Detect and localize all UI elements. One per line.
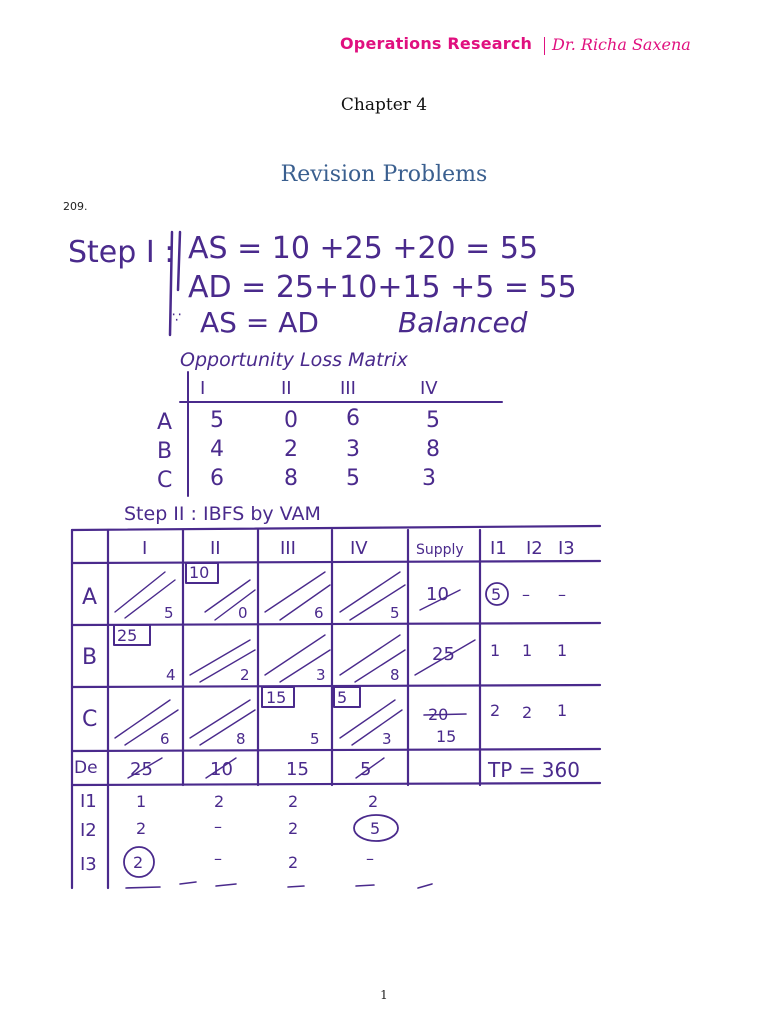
cost-value: 6	[314, 604, 324, 622]
vam-demand-row	[74, 758, 580, 782]
col-penalty: 2	[288, 819, 299, 838]
loss-cell: 8	[284, 466, 298, 491]
cost-value: 6	[160, 730, 170, 748]
loss-cell: 3	[422, 466, 436, 491]
vam-row-label: B	[82, 645, 98, 670]
opp-loss-title: Opportunity Loss Matrix	[180, 349, 408, 371]
balanced-word: Balanced	[398, 306, 528, 339]
supply-strike	[424, 714, 466, 715]
loss-matrix-rows	[157, 406, 440, 493]
vam-supply-header: Supply	[416, 542, 464, 558]
col-penalty: 2	[133, 853, 144, 872]
col-penalty: 2	[214, 792, 225, 811]
col-penalty: 2	[136, 819, 147, 838]
cost-value: 3	[316, 666, 326, 684]
col-penalty: 2	[288, 792, 299, 811]
penalty-header: I3	[558, 538, 575, 559]
allocation-value: 5	[337, 688, 348, 707]
row-penalty: 1	[490, 641, 501, 660]
row-penalty: –	[522, 585, 530, 604]
step1-label: Step I :	[68, 235, 175, 270]
closing-dashes	[126, 882, 432, 888]
demand-value: 15	[286, 759, 309, 780]
column-penalties	[80, 791, 398, 877]
vam-col-header: III	[280, 538, 296, 559]
loss-col-header: II	[281, 378, 292, 399]
vam-row-c	[82, 688, 567, 748]
col-penalty: –	[214, 817, 222, 836]
loss-col-header: I	[200, 378, 206, 399]
cost-value: 8	[236, 730, 246, 748]
cost-value: 4	[166, 666, 176, 684]
demand-strikes	[128, 758, 384, 778]
vam-row-label: A	[82, 585, 98, 610]
total-cost: TP = 360	[488, 758, 580, 782]
cancel-strokes	[115, 572, 475, 745]
loss-matrix-col-headers	[200, 378, 438, 399]
demand-value: 25	[130, 759, 153, 780]
penalty-header: I2	[526, 538, 543, 559]
loss-cell: 4	[210, 437, 224, 462]
loss-cell: 3	[346, 437, 360, 462]
loss-cell: 5	[426, 408, 440, 433]
loss-cell: 8	[426, 437, 440, 462]
col-penalty: –	[366, 849, 374, 868]
therefore-symbol: ∵	[172, 310, 181, 326]
col-penalty: 2	[288, 853, 299, 872]
step2-label: Step II : IBFS by VAM	[124, 503, 321, 525]
loss-row-label: C	[157, 468, 173, 493]
row-penalty: 5	[491, 585, 502, 604]
col-penalty: 5	[370, 819, 381, 838]
balanced-equation: AS = AD	[200, 306, 319, 339]
loss-cell: 6	[210, 466, 224, 491]
demand-value: 5	[360, 759, 372, 780]
allocation-value: 10	[189, 563, 210, 582]
row-penalty: 2	[522, 703, 533, 722]
col-penalty: 1	[136, 792, 147, 811]
vam-header-row	[142, 538, 575, 559]
loss-row-label: A	[157, 410, 173, 435]
col-penalty-label: I2	[80, 820, 97, 841]
loss-cell: 5	[346, 466, 360, 491]
col-penalty: 2	[368, 792, 379, 811]
problem-number: 209.	[63, 200, 88, 213]
cost-value: 0	[238, 604, 248, 622]
as-equation: AS = 10 +25 +20 = 55	[188, 231, 539, 266]
cost-value: 5	[164, 604, 174, 622]
supply-value: 20	[428, 705, 449, 724]
vam-col-header: I	[142, 538, 148, 559]
loss-col-header: IV	[420, 378, 438, 399]
cost-value: 2	[240, 666, 250, 684]
section-title: Revision Problems	[280, 162, 488, 187]
loss-cell: 2	[284, 437, 298, 462]
vam-row-label: C	[82, 707, 98, 732]
row-penalty: 1	[557, 641, 568, 660]
cost-value: 5	[390, 604, 400, 622]
demand-label: De	[74, 758, 98, 778]
supply-revised: 15	[436, 727, 457, 746]
page-number: 1	[380, 988, 388, 1002]
allocation-value: 15	[266, 688, 287, 707]
col-penalty-label: I1	[80, 791, 97, 812]
allocation-value: 25	[117, 626, 138, 645]
loss-cell: 6	[346, 406, 360, 431]
row-penalty: –	[558, 585, 566, 604]
supply-value: 10	[426, 584, 449, 605]
loss-cell: 0	[284, 408, 298, 433]
chapter-heading: Chapter 4	[340, 95, 428, 115]
cost-value: 3	[382, 730, 392, 748]
cost-value: 8	[390, 666, 400, 684]
row-penalty: 1	[557, 701, 568, 720]
supply-value: 25	[432, 644, 455, 665]
loss-cell: 5	[210, 408, 224, 433]
cost-value: 5	[310, 730, 320, 748]
col-penalty-label: I3	[80, 854, 97, 875]
loss-row-label: B	[157, 439, 173, 464]
demand-value: 10	[210, 759, 233, 780]
vam-col-header: IV	[350, 538, 368, 559]
row-penalty: 1	[522, 641, 533, 660]
course-title: Operations Research	[340, 34, 533, 53]
author-name: Dr. Richa Saxena	[552, 35, 691, 54]
loss-col-header: III	[340, 378, 356, 399]
penalty-header: I1	[490, 538, 507, 559]
vam-col-header: II	[210, 538, 221, 559]
ad-equation: AD = 25+10+15 +5 = 55	[188, 270, 577, 305]
col-penalty: –	[214, 849, 222, 868]
row-penalty: 2	[490, 701, 501, 720]
